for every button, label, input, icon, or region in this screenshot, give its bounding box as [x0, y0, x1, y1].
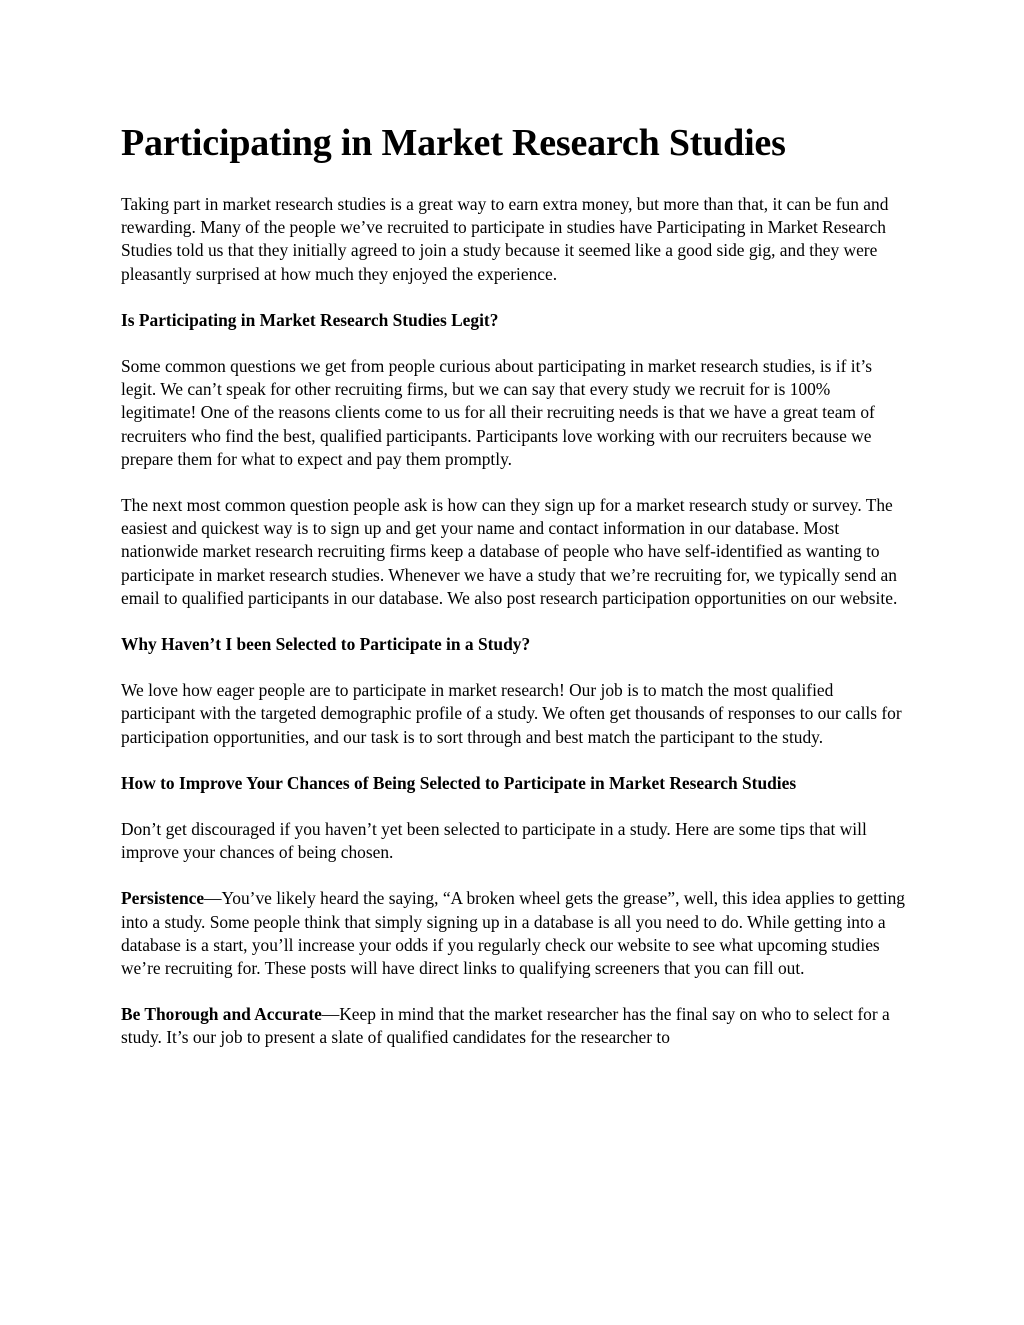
section-heading-improve-chances: How to Improve Your Chances of Being Selected to Participate in Market Research Studies: [121, 772, 797, 793]
tip-paragraph-persistence: [121, 887, 907, 980]
document-page: [121, 118, 907, 1073]
tip-paragraph-thorough: [121, 1003, 907, 1049]
section-paragraph: Some common questions we get from people curious about participating in market research studies, is if it’s legit. We can’t speak for other recruiting firms, but we can say that every study we recruit for is 100% legitimate! One of the reasons clients come to us for all their recruiting needs is that we have a great team of recruiters who find the best, qualified participants. Participants love working with our recruiters because we prepare them for what to expect and pay them promptly.: [121, 356, 875, 469]
section-paragraph: We love how eager people are to participate in market research! Our job is to match the most qualified participant with the targeted demographic profile of a study. We often get thousands of responses to our calls for participation opportunities, and our task is to sort through and best match the participant to the study.: [121, 680, 902, 747]
tip-lead: Be Thorough and Accurate: [121, 1004, 322, 1025]
section-heading-not-selected: Why Haven’t I been Selected to Participate in a Study?: [121, 634, 531, 655]
tip-text: —You’ve likely heard the saying, “A broken wheel gets the grease”, well, this idea applies to getting into a study. Some people think that simply signing up in a database is all you need to do. While getting into a database is a start, you’ll increase your odds if you regularly check our website to see what upcoming studies we’re recruiting for. These posts will have direct links to qualifying screeners that you can fill out.: [121, 888, 905, 979]
intro-paragraph: Taking part in market research studies is a great way to earn extra money, but more than that, it can be fun and rewarding. Many of the people we’ve recruited to participate in studies have Participating in Market Research Studies told us that they initially agreed to join a study because it seemed like a good side gig, and they were pleasantly surprised at how much they enjoyed the experience.: [121, 194, 889, 284]
page-title: Participating in Market Research Studies: [121, 122, 786, 164]
tip-lead: Persistence: [121, 888, 205, 909]
section-paragraph: The next most common question people ask is how can they sign up for a market research study or survey. The easiest and quickest way is to sign up and get your name and contact information in our database. Most nationwide market research recruiting firms keep a database of people who have self-identified as wanting to participate in market research studies. Whenever we have a study that we’re recruiting for, we typically send an email to qualified participants in our database. We also post research participation opportunities on our website.: [121, 495, 898, 608]
tip-text: —Keep in mind that the market researcher has the final say on who to select for a study. It’s our job to present a slate of qualified candidates for the researcher to: [121, 1004, 890, 1048]
section-paragraph: Don’t get discouraged if you haven’t yet been selected to participate in a study. Here are some tips that will improve your chances of being chosen.: [121, 819, 867, 863]
section-heading-legit: Is Participating in Market Research Studies Legit?: [121, 309, 499, 330]
